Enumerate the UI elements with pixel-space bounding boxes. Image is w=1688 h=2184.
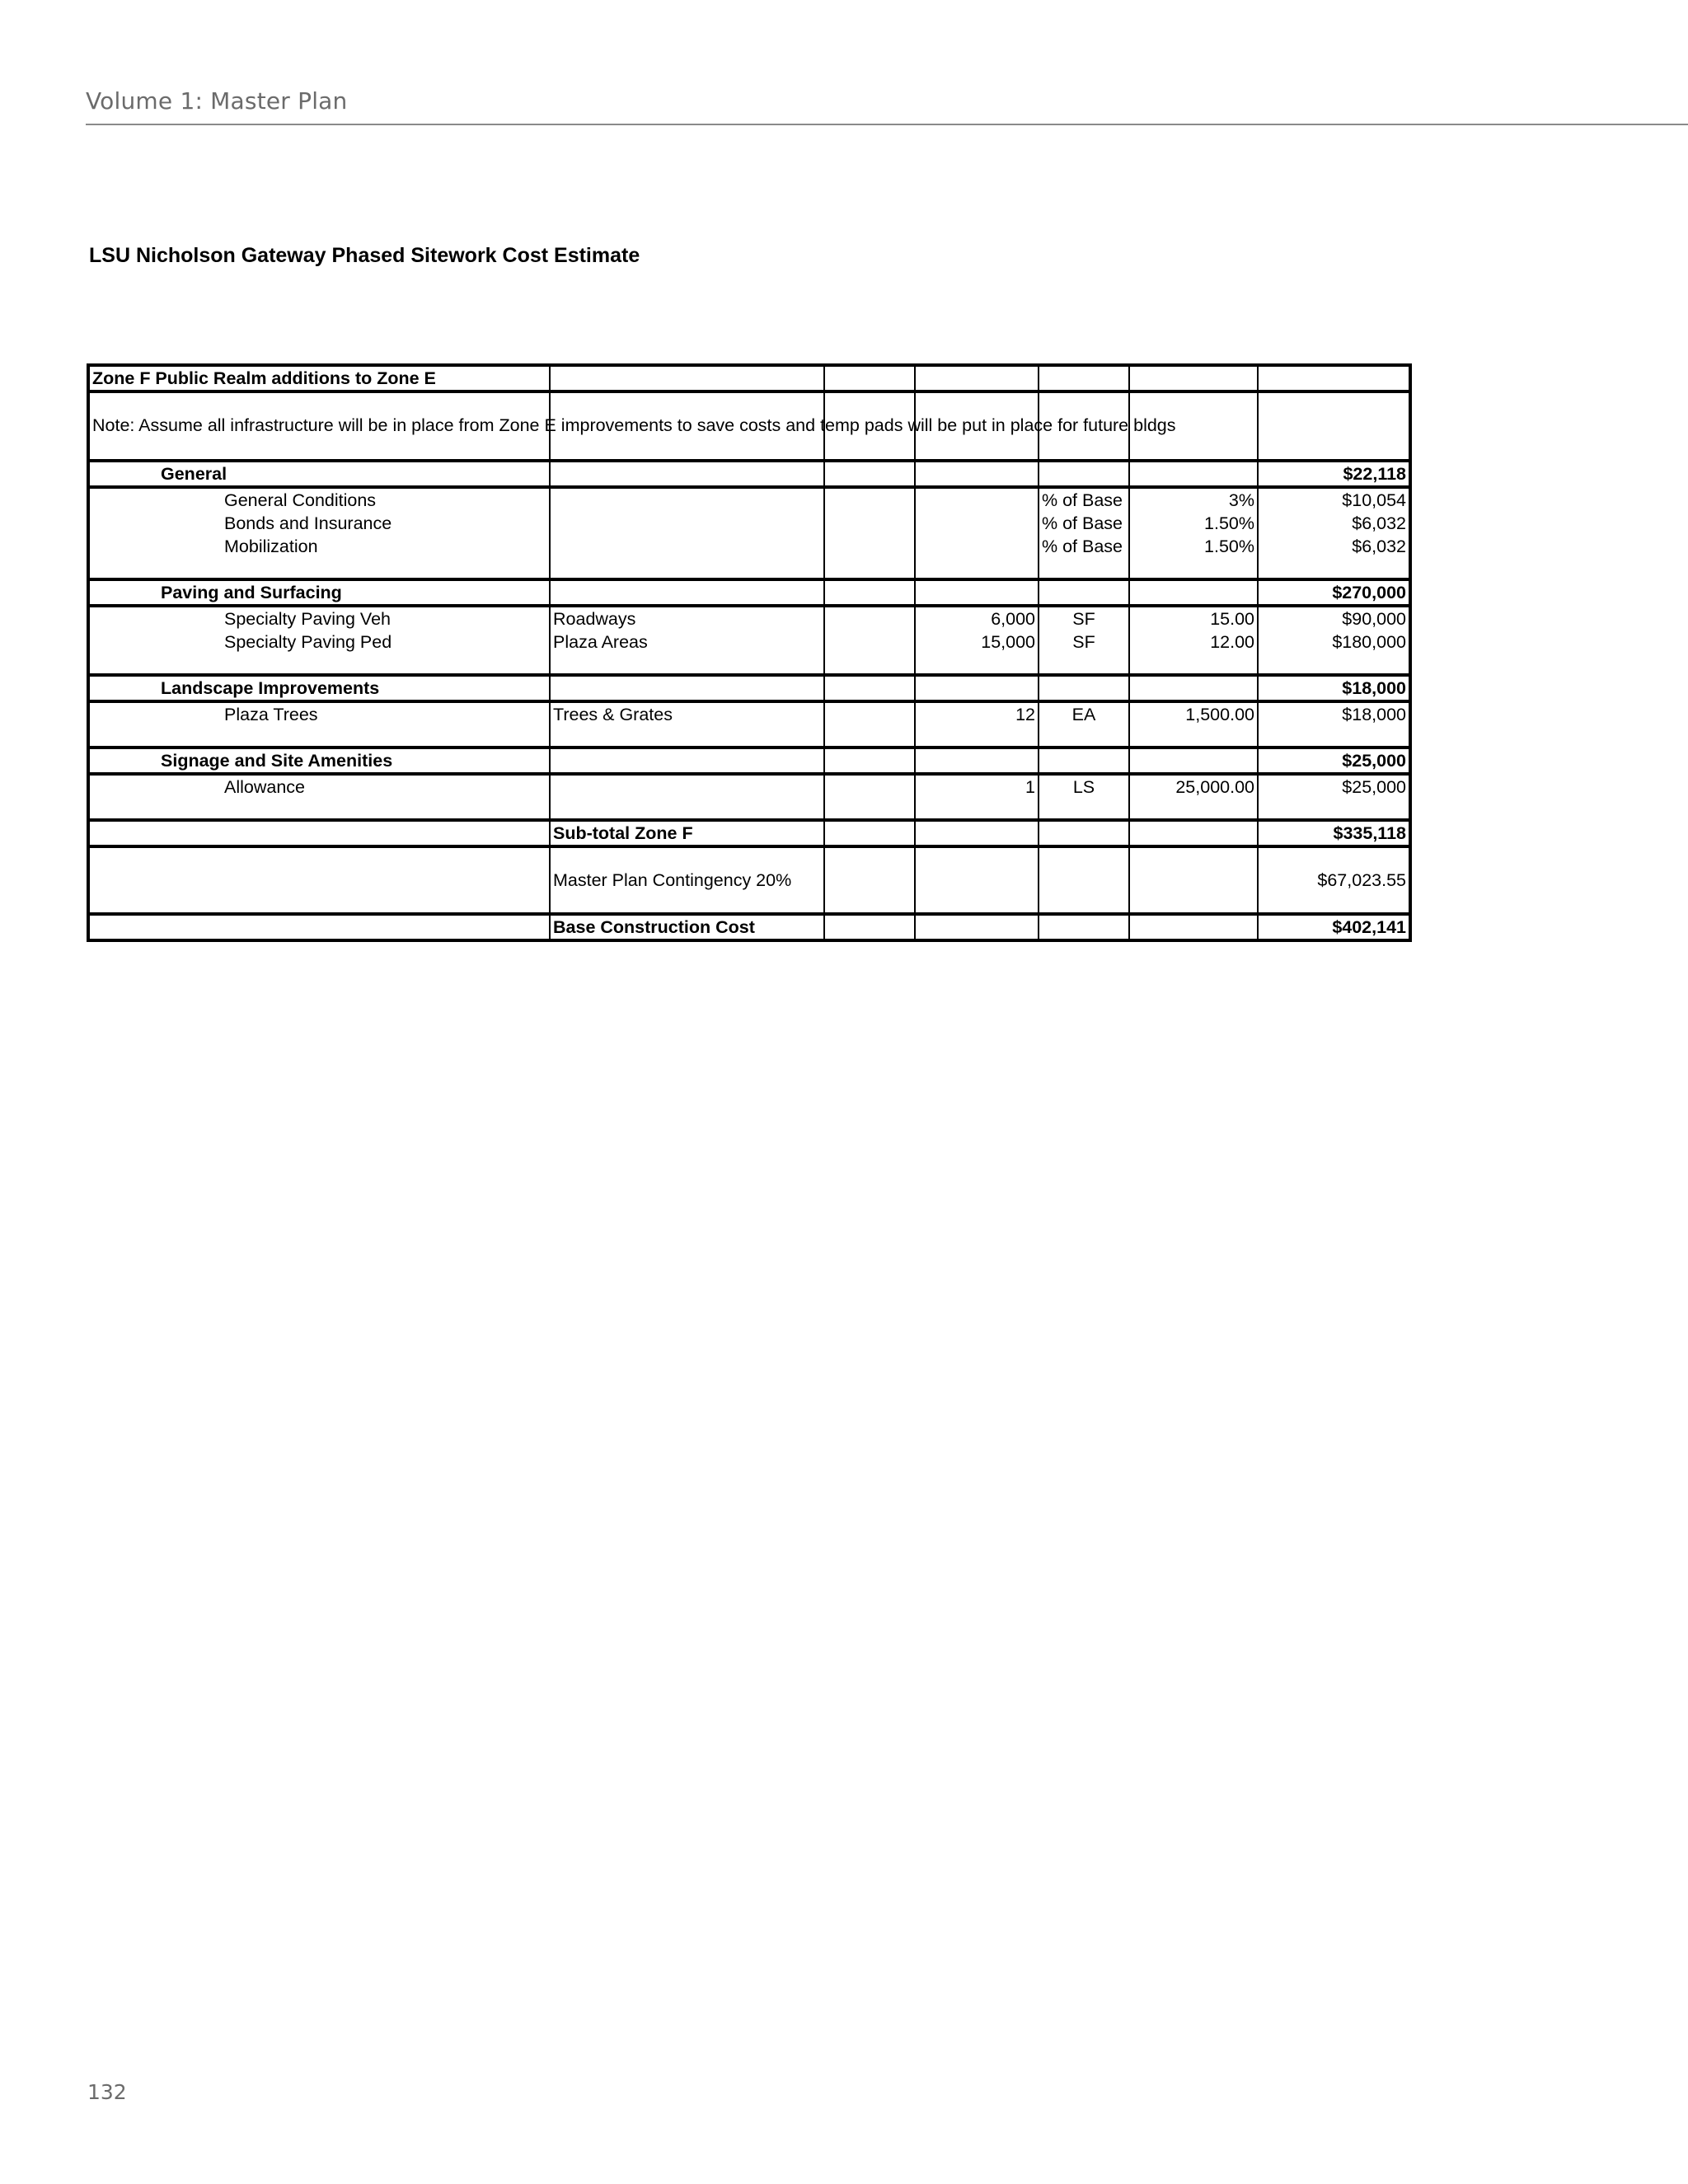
table-cell bbox=[1129, 846, 1258, 914]
item-description: Trees & Grates bbox=[550, 701, 824, 726]
section-name: Paving and Surfacing bbox=[88, 579, 550, 606]
item-quantity: 1 bbox=[915, 774, 1039, 799]
table-cell bbox=[1129, 914, 1258, 940]
table-cell bbox=[1039, 914, 1129, 940]
table-cell bbox=[824, 799, 915, 820]
item-description bbox=[550, 512, 824, 535]
contingency-row bbox=[88, 846, 1410, 914]
table-cell bbox=[88, 391, 1176, 461]
table-cell bbox=[1129, 799, 1258, 820]
item-cost: $10,054 bbox=[1258, 487, 1410, 512]
table-cell bbox=[915, 914, 1039, 940]
table-cell bbox=[550, 675, 824, 701]
section-total: $270,000 bbox=[1258, 579, 1410, 606]
table-cell bbox=[88, 820, 550, 846]
item-rate: 12.00 bbox=[1129, 630, 1258, 654]
table-cell bbox=[1129, 365, 1258, 391]
item-unit: % of Base bbox=[1039, 535, 1129, 558]
table-cell bbox=[550, 799, 824, 820]
item-rate: 1.50% bbox=[1129, 512, 1258, 535]
table-cell bbox=[1129, 558, 1258, 579]
table-cell bbox=[88, 558, 550, 579]
item-unit: % of Base bbox=[1039, 512, 1129, 535]
item-unit: SF bbox=[1039, 606, 1129, 630]
table-cell bbox=[1039, 558, 1129, 579]
table-cell bbox=[88, 914, 550, 940]
table-cell bbox=[824, 630, 915, 654]
item-quantity bbox=[915, 535, 1039, 558]
table-cell bbox=[915, 461, 1039, 487]
item-description bbox=[550, 487, 824, 512]
section-total: $22,118 bbox=[1258, 461, 1410, 487]
document-title: LSU Nicholson Gateway Phased Sitework Cost Estimate bbox=[89, 244, 640, 267]
spacer-row bbox=[88, 558, 1410, 579]
header-rule bbox=[86, 124, 1688, 125]
table-cell bbox=[1258, 391, 1410, 461]
section-name: Signage and Site Amenities bbox=[88, 748, 550, 774]
table-cell bbox=[1129, 579, 1258, 606]
table-cell bbox=[824, 914, 915, 940]
table-cell bbox=[1039, 748, 1129, 774]
line-item-row bbox=[88, 701, 1410, 726]
item-unit: SF bbox=[1039, 630, 1129, 654]
item-quantity bbox=[915, 487, 1039, 512]
note-row bbox=[88, 391, 1410, 461]
item-name: Bonds and Insurance bbox=[88, 512, 550, 535]
item-description: Roadways bbox=[550, 606, 824, 630]
table-cell bbox=[1258, 365, 1410, 391]
table-cell bbox=[915, 558, 1039, 579]
table-cell bbox=[824, 365, 915, 391]
spacer-row bbox=[88, 799, 1410, 820]
table-cell bbox=[88, 654, 550, 675]
base-cost-row bbox=[88, 914, 1410, 940]
table-cell bbox=[1039, 820, 1129, 846]
table-cell bbox=[824, 461, 915, 487]
item-rate: 3% bbox=[1129, 487, 1258, 512]
table-cell bbox=[1129, 654, 1258, 675]
table-cell bbox=[915, 675, 1039, 701]
section-header-row bbox=[88, 748, 1410, 774]
item-cost: $18,000 bbox=[1258, 701, 1410, 726]
table-cell bbox=[824, 579, 915, 606]
table-cell bbox=[1258, 654, 1410, 675]
table-cell bbox=[824, 846, 915, 914]
table-cell bbox=[915, 799, 1039, 820]
section-total: $25,000 bbox=[1258, 748, 1410, 774]
item-cost: $6,032 bbox=[1258, 512, 1410, 535]
line-item-row bbox=[88, 630, 1410, 654]
line-item-row bbox=[88, 512, 1410, 535]
item-quantity: 15,000 bbox=[915, 630, 1039, 654]
table-cell bbox=[824, 487, 915, 512]
zone-title: Zone F Public Realm additions to Zone E bbox=[88, 365, 550, 391]
section-header-row bbox=[88, 579, 1410, 606]
table-cell bbox=[1129, 675, 1258, 701]
table-cell bbox=[824, 675, 915, 701]
subtotal-label: Sub-total Zone F bbox=[550, 820, 824, 846]
table-cell bbox=[88, 799, 550, 820]
table-cell bbox=[1129, 820, 1258, 846]
table-cell bbox=[550, 726, 824, 748]
line-item-row bbox=[88, 774, 1410, 799]
table-cell bbox=[88, 846, 550, 914]
table-cell bbox=[1039, 726, 1129, 748]
item-rate: 25,000.00 bbox=[1129, 774, 1258, 799]
line-item-row bbox=[88, 487, 1410, 512]
item-name: Mobilization bbox=[88, 535, 550, 558]
table-cell bbox=[550, 579, 824, 606]
section-header-row bbox=[88, 675, 1410, 701]
table-body bbox=[88, 365, 1410, 940]
item-name: Specialty Paving Veh bbox=[88, 606, 550, 630]
line-item-row bbox=[88, 535, 1410, 558]
table-cell bbox=[915, 365, 1039, 391]
item-rate: 1.50% bbox=[1129, 535, 1258, 558]
item-cost: $90,000 bbox=[1258, 606, 1410, 630]
table-cell bbox=[915, 820, 1039, 846]
item-name: Allowance bbox=[88, 774, 550, 799]
item-quantity: 6,000 bbox=[915, 606, 1039, 630]
item-unit: % of Base bbox=[1039, 487, 1129, 512]
table-cell bbox=[1039, 799, 1129, 820]
table-cell bbox=[1258, 558, 1410, 579]
contingency-label: Master Plan Contingency 20% bbox=[550, 846, 824, 914]
table-cell bbox=[1039, 654, 1129, 675]
table-cell bbox=[1039, 846, 1129, 914]
base-cost-label: Base Construction Cost bbox=[550, 914, 824, 940]
item-cost: $25,000 bbox=[1258, 774, 1410, 799]
item-description bbox=[550, 774, 824, 799]
table-cell bbox=[915, 654, 1039, 675]
item-name: Specialty Paving Ped bbox=[88, 630, 550, 654]
table-cell bbox=[1129, 726, 1258, 748]
page-number: 132 bbox=[87, 2080, 127, 2104]
table-cell bbox=[824, 774, 915, 799]
table-cell bbox=[824, 535, 915, 558]
table-cell bbox=[1129, 748, 1258, 774]
table-cell bbox=[1039, 675, 1129, 701]
line-item-row bbox=[88, 606, 1410, 630]
section-header-row bbox=[88, 461, 1410, 487]
table-cell bbox=[550, 461, 824, 487]
table-cell bbox=[824, 726, 915, 748]
table-cell bbox=[1258, 726, 1410, 748]
base-cost-value: $402,141 bbox=[1258, 914, 1410, 940]
table-cell bbox=[550, 365, 824, 391]
spacer-row bbox=[88, 726, 1410, 748]
item-quantity: 12 bbox=[915, 701, 1039, 726]
item-description: Plaza Areas bbox=[550, 630, 824, 654]
table-cell bbox=[1039, 365, 1129, 391]
table-cell bbox=[1258, 799, 1410, 820]
subtotal-value: $335,118 bbox=[1258, 820, 1410, 846]
item-unit: LS bbox=[1039, 774, 1129, 799]
item-name: Plaza Trees bbox=[88, 701, 550, 726]
table-cell bbox=[1129, 461, 1258, 487]
item-rate: 15.00 bbox=[1129, 606, 1258, 630]
table-cell bbox=[824, 701, 915, 726]
spacer-row bbox=[88, 654, 1410, 675]
table-cell bbox=[550, 558, 824, 579]
table-cell bbox=[1039, 461, 1129, 487]
section-name: Landscape Improvements bbox=[88, 675, 550, 701]
contingency-value: $67,023.55 bbox=[1258, 846, 1410, 914]
table-cell bbox=[1039, 579, 1129, 606]
note-text: Note: Assume all infrastructure will be in place from Zone E improvements to save costs and temp pads will be put in place for future bldgs bbox=[92, 415, 1176, 435]
cost-estimate-table bbox=[87, 363, 1412, 942]
running-head: Volume 1: Master Plan bbox=[86, 87, 348, 115]
section-total: $18,000 bbox=[1258, 675, 1410, 701]
table-cell bbox=[915, 579, 1039, 606]
item-cost: $180,000 bbox=[1258, 630, 1410, 654]
table-cell bbox=[915, 726, 1039, 748]
zone-title-row bbox=[88, 365, 1410, 391]
table-cell bbox=[824, 820, 915, 846]
item-rate: 1,500.00 bbox=[1129, 701, 1258, 726]
subtotal-row bbox=[88, 820, 1410, 846]
table-cell bbox=[550, 654, 824, 675]
table-cell bbox=[824, 558, 915, 579]
item-name: General Conditions bbox=[88, 487, 550, 512]
item-description bbox=[550, 535, 824, 558]
table-cell bbox=[824, 654, 915, 675]
table-cell bbox=[915, 846, 1039, 914]
section-name: General bbox=[88, 461, 550, 487]
table-cell bbox=[88, 726, 550, 748]
item-unit: EA bbox=[1039, 701, 1129, 726]
table-cell bbox=[824, 512, 915, 535]
table-cell bbox=[824, 606, 915, 630]
table-cell bbox=[550, 748, 824, 774]
table-cell bbox=[915, 748, 1039, 774]
table-cell bbox=[824, 748, 915, 774]
item-quantity bbox=[915, 512, 1039, 535]
item-cost: $6,032 bbox=[1258, 535, 1410, 558]
